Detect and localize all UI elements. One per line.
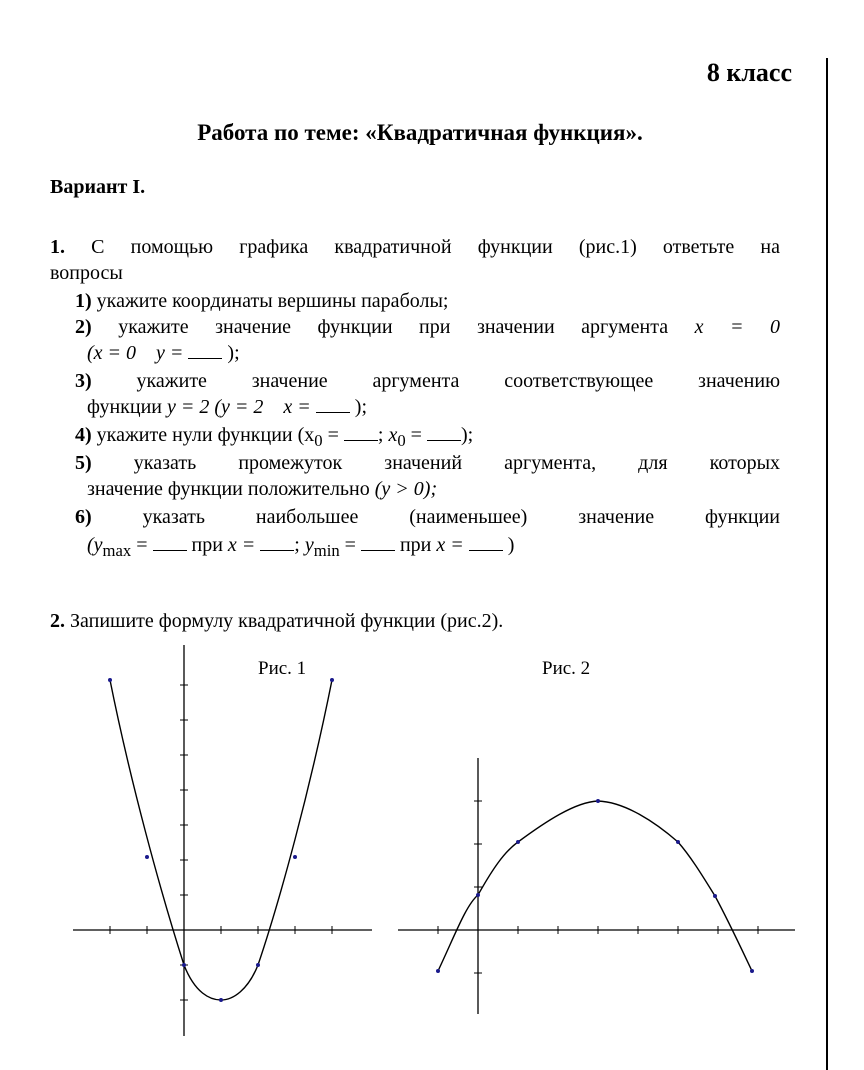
item-expression: x = [436,534,464,556]
item-number: 4) [75,424,92,446]
item-text: = [410,424,422,446]
grade-label: 8 класс [706,58,792,87]
fig2-axes [398,758,795,1014]
task1-number: 1. [50,236,65,258]
item-text: ; [377,424,384,446]
task2-number: 2. [50,610,65,632]
item-text: указать наибольшее (наименьшее) значение функции [142,506,780,528]
fig1-points [108,678,334,1002]
fig2-parabola [438,801,752,971]
item-text: ); [227,342,240,364]
item-text: указать промежуток значений аргумента, для которых [133,452,781,474]
item-expression: x [388,424,398,446]
item-number: 6) [75,506,92,528]
item-number: 1) [75,290,92,312]
item-text: ; [294,534,300,556]
item-text: ); [460,424,474,446]
task1-text: С помощью графика квадратичной функции (рис.1) ответьте на [91,236,780,258]
item-text: ); [354,396,368,418]
task2-text: Запишите формулу квадратичной функции (рис.2). [70,610,504,632]
item-expression: x = 0 [694,316,781,338]
task1-line2: вопросы [50,262,123,284]
item-expression: x = [283,396,311,418]
item-expression: (x = 0 [87,342,137,364]
item-expression: y = 2 [167,396,210,418]
item-expression: (y [87,534,103,556]
item-text: функции [87,396,162,418]
variant-label: Вариант I. [50,176,146,198]
fig1-label: Рис. 1 [258,658,307,679]
item-expression: y [304,534,314,556]
item-text: = [344,534,356,556]
item-text: ) [507,534,515,556]
subscript: 0 [314,431,323,450]
item-text: значение функции положительно [87,478,370,500]
item-text: при [399,534,432,556]
item-text: = [136,534,148,556]
item-expression: x = [227,534,256,556]
subscript: max [102,541,132,560]
item-expression: (y = 2 [214,396,264,418]
item-text: при [191,534,223,556]
item-text: укажите координаты вершины параболы; [96,290,449,312]
subscript: 0 [397,431,406,450]
fig1-parabola [110,680,332,1000]
item-text: укажите значение функции при значении аргумента [118,316,669,338]
fig2-label: Рис. 2 [542,658,591,679]
subscript: min [313,541,340,560]
page-title: Работа по теме: «Квадратичная функция». [197,120,643,145]
item-text: укажите значение аргумента соответствующее значению [136,370,781,392]
item-number: 5) [75,452,92,474]
item-text: = [327,424,339,446]
item-text: укажите нули функции (x [96,424,315,446]
item-expression: (y > 0); [374,478,438,500]
item-number: 2) [75,316,92,338]
item-number: 3) [75,370,92,392]
item-expression: y = [156,342,184,364]
